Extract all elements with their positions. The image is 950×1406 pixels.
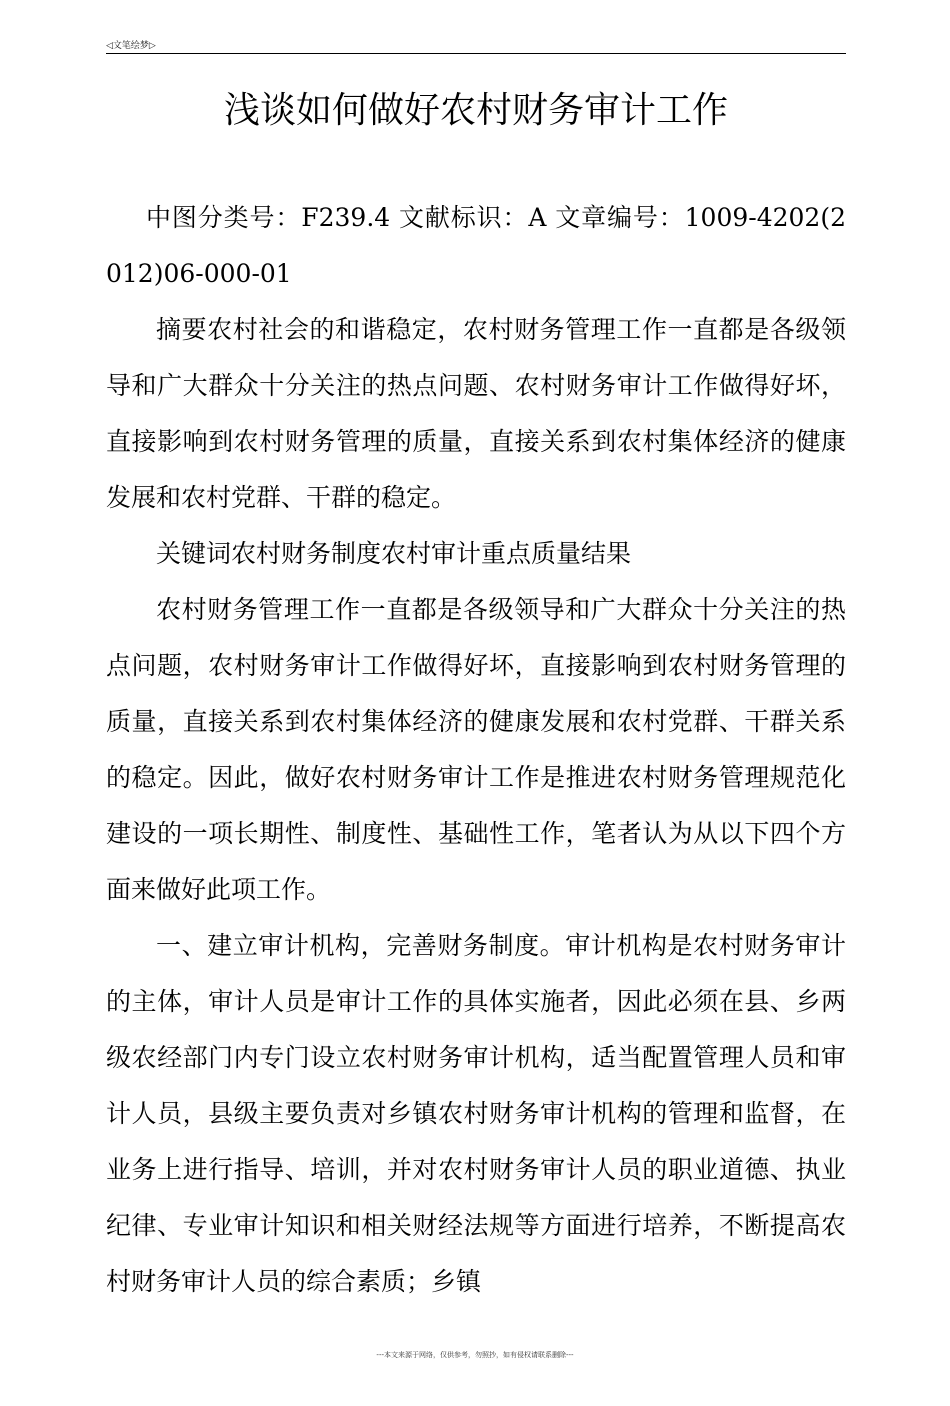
- body-paragraph: 农村财务管理工作一直都是各级领导和广大群众十分关注的热点问题，农村财务审计工作做得好坏，直接影响到农村财务管理的质量，直接关系到农村集体经济的健康发展和农村党群、干群关系的稳定。因此，做好农村财务审计工作是推进农村财务管理规范化建设的一项长期性、制度性、基础性工作，笔者认为从以下四个方面来做好此项工作。: [106, 595, 846, 904]
- document-title: 浅谈如何做好农村财务审计工作: [223, 90, 728, 131]
- footer-disclaimer: ---本文来源于网络，仅供参考，勿照抄，如有侵权请联系删除---: [376, 1351, 574, 1359]
- abstract-paragraph: 摘要农村社会的和谐稳定，农村财务管理工作一直都是各级领导和广大群众十分关注的热点问题、农村财务审计工作做得好坏，直接影响到农村财务管理的质量，直接关系到农村集体经济的健康发展和农村党群、干群的稳定。: [106, 315, 846, 512]
- keywords-paragraph: 关键词农村财务制度农村审计重点质量结果: [156, 539, 632, 568]
- classification-line: 中图分类号：F239.4 文献标识：A 文章编号：1009-4202(2012)06-000-01: [106, 203, 846, 288]
- document-body: [106, 190, 846, 1310]
- header-divider: [106, 53, 846, 54]
- header-label: ◁文笔绘梦▷: [106, 41, 156, 51]
- body-paragraph: 一、建立审计机构，完善财务制度。审计机构是农村财务审计的主体，审计人员是审计工作的具体实施者，因此必须在县、乡两级农经部门内专门设立农村财务审计机构，适当配置管理人员和审计人员，县级主要负责对乡镇农村财务审计机构的管理和监督，在业务上进行指导、培训，并对农村财务审计人员的职业道德、执业纪律、专业审计知识和相关财经法规等方面进行培养，不断提高农村财务审计人员的综合素质；乡镇: [106, 931, 846, 1296]
